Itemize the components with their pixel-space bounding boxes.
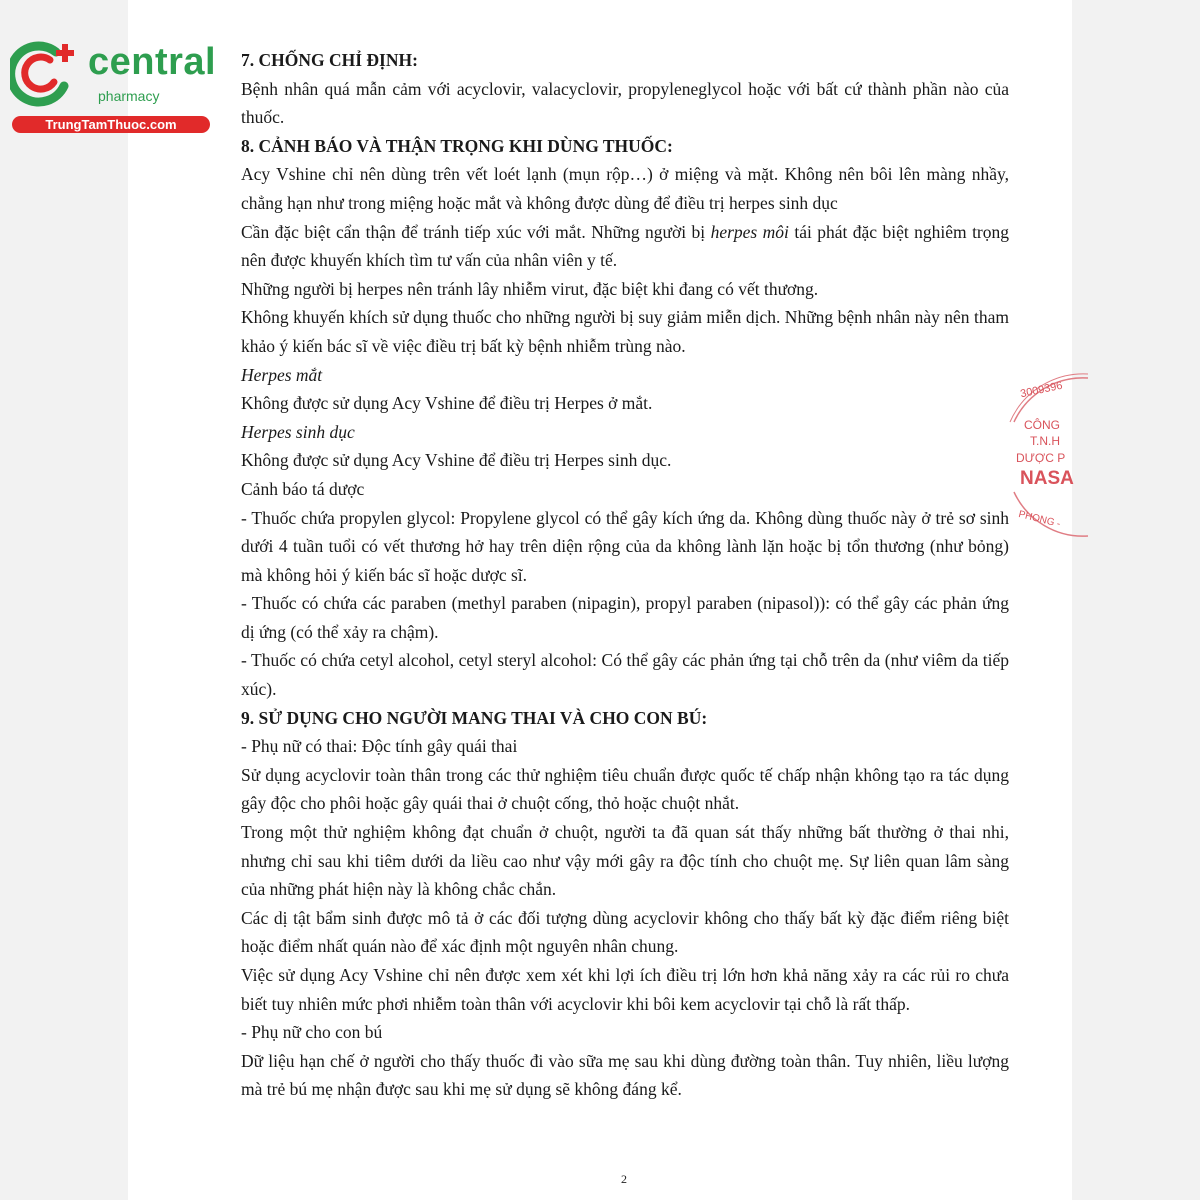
section-8-paragraph-10: - Thuốc có chứa cetyl alcohol, cetyl steryl alcohol: Có thể gây các phản ứng tại chỗ trên da (như viêm da tiếp xúc). <box>241 650 1009 700</box>
section-9-paragraph-2: Sử dụng acyclovir toàn thân trong các thử nghiệm tiêu chuẩn được quốc tế chấp nhận không tạo ra tác dụng gây độc cho phôi hoặc gây quái thai ở chuột cống, thỏ hoặc chuột nhắt. <box>241 764 1009 814</box>
stamp-line-1: 3009396 <box>1019 379 1064 401</box>
company-stamp <box>1008 372 1088 542</box>
logo-brand-name: central <box>88 41 217 83</box>
page-number: 2 <box>621 1172 627 1186</box>
stamp-line-6: PHONG - <box>1017 508 1062 531</box>
stamp-line-5: NASA <box>1020 468 1074 489</box>
section-9-paragraph-1: - Phụ nữ có thai: Độc tính gây quái thai <box>241 736 518 757</box>
section-8-paragraph-2 <box>241 218 1009 275</box>
stamp-line-3: T.N.H <box>1030 434 1060 448</box>
section-8-paragraph-5: Không được sử dụng Acy Vshine để điều trị Herpes ở mắt. <box>241 393 653 414</box>
section-8-paragraph-9: - Thuốc có chứa các paraben (methyl paraben (nipagin), propyl paraben (nipasol)): có thể gây các phản ứng dị ứng (có thể xảy ra chậm). <box>241 593 1009 642</box>
central-pharmacy-logo[interactable] <box>10 38 215 138</box>
section-9-paragraph-7: Dữ liệu hạn chế ở người cho thấy thuốc đi vào sữa mẹ sau khi dùng đường toàn thân. Tuy nhiên, liều lượng mà trẻ bú mẹ nhận được sau khi mẹ sử dụng sẽ không đáng kể. <box>241 1050 1009 1100</box>
logo-website-badge[interactable]: TrungTamThuoc.com <box>12 116 210 133</box>
section-8-paragraph-4: Không khuyến khích sử dụng thuốc cho những người bị suy giảm miễn dịch. Những bệnh nhân này nên tham khảo ý kiến bác sĩ về việc điều trị bất kỳ bệnh nhiễm trùng nào. <box>241 307 1009 356</box>
section-9-paragraph-6: - Phụ nữ cho con bú <box>241 1022 383 1043</box>
section-8-heading: 8. CẢNH BÁO VÀ THẬN TRỌNG KHI DÙNG THUỐC: <box>241 135 673 156</box>
italic-term: herpes môi <box>710 221 789 242</box>
section-9-paragraph-3: Trong một thử nghiệm không đạt chuẩn ở chuột, người ta đã quan sát thấy những bất thường ở thai nhi, nhưng chỉ sau khi tiêm dưới da liều cao như vậy mới gây ra độc tính cho chuột mẹ. Sự liên quan lâm sàng của những phát hiện này là không chắc chắn. <box>241 822 1009 900</box>
stamp-line-2: CÔNG <box>1024 418 1060 432</box>
section-8-paragraph-6: Không được sử dụng Acy Vshine để điều trị Herpes sinh dục. <box>241 450 672 471</box>
subheading-herpes-sinh-duc: Herpes sinh dục <box>241 421 355 442</box>
section-9-heading: 9. SỬ DỤNG CHO NGƯỜI MANG THAI VÀ CHO CON BÚ: <box>241 707 708 728</box>
paragraph-text: Cần đặc biệt cẩn thận để tránh tiếp xúc với mắt. Những người bị <box>241 221 711 242</box>
subheading-herpes-mat: Herpes mắt <box>241 364 323 385</box>
section-7-heading: 7. CHỐNG CHỈ ĐỊNH: <box>241 50 418 70</box>
section-8-paragraph-7: Cảnh báo tá dược <box>241 478 365 499</box>
section-9-paragraph-4: Các dị tật bẩm sinh được mô tả ở các đối tượng dùng acyclovir không cho thấy bất kỳ đặc điểm riêng biệt hoặc điểm nhất quán nào để xác định một nguyên nhân chung. <box>241 907 1009 957</box>
pharmacy-logo-icon <box>10 38 84 108</box>
section-7-paragraph: Bệnh nhân quá mẫn cảm với acyclovir, valacyclovir, propyleneglycol hoặc với bất cứ thành phần nào của thuốc. <box>241 78 1009 128</box>
section-8-paragraph-3: Những người bị herpes nên tránh lây nhiễm virut, đặc biệt khi đang có vết thương. <box>241 278 819 299</box>
document-body <box>241 46 1009 1104</box>
section-8-paragraph-1: Acy Vshine chỉ nên dùng trên vết loét lạnh (mụn rộp…) ở miệng và mặt. Không nên bôi lên màng nhầy, chẳng hạn như trong miệng hoặc mắt và không được dùng để điều trị herpes sinh dục <box>241 164 1009 213</box>
stamp-line-4: DƯỢC P <box>1016 451 1066 465</box>
section-9-paragraph-5: Việc sử dụng Acy Vshine chỉ nên được xem xét khi lợi ích điều trị lớn hơn khả năng xảy ra các rủi ro chưa biết tuy nhiên mức phơi nhiễm toàn thân với acyclovir khi bôi kem acyclovir tại chỗ là rất thấp. <box>241 965 1009 1014</box>
paragraph-text: tái phát đặc biệt nghiêm trọng nên được khuyến khích tìm tư vấn của nhân viên y tế. <box>241 221 1010 271</box>
section-8-paragraph-8: - Thuốc chứa propylen glycol: Propylene glycol có thể gây kích ứng da. Không dùng thuốc này ở trẻ sơ sinh dưới 4 tuần tuổi có vết thương hở hay trên diện rộng của da không lành lặn hoặc bị tổn thương (như bỏng) mà không hỏi ý kiến bác sĩ hoặc dược sĩ. <box>241 507 1009 585</box>
logo-subtitle: pharmacy <box>98 88 160 104</box>
